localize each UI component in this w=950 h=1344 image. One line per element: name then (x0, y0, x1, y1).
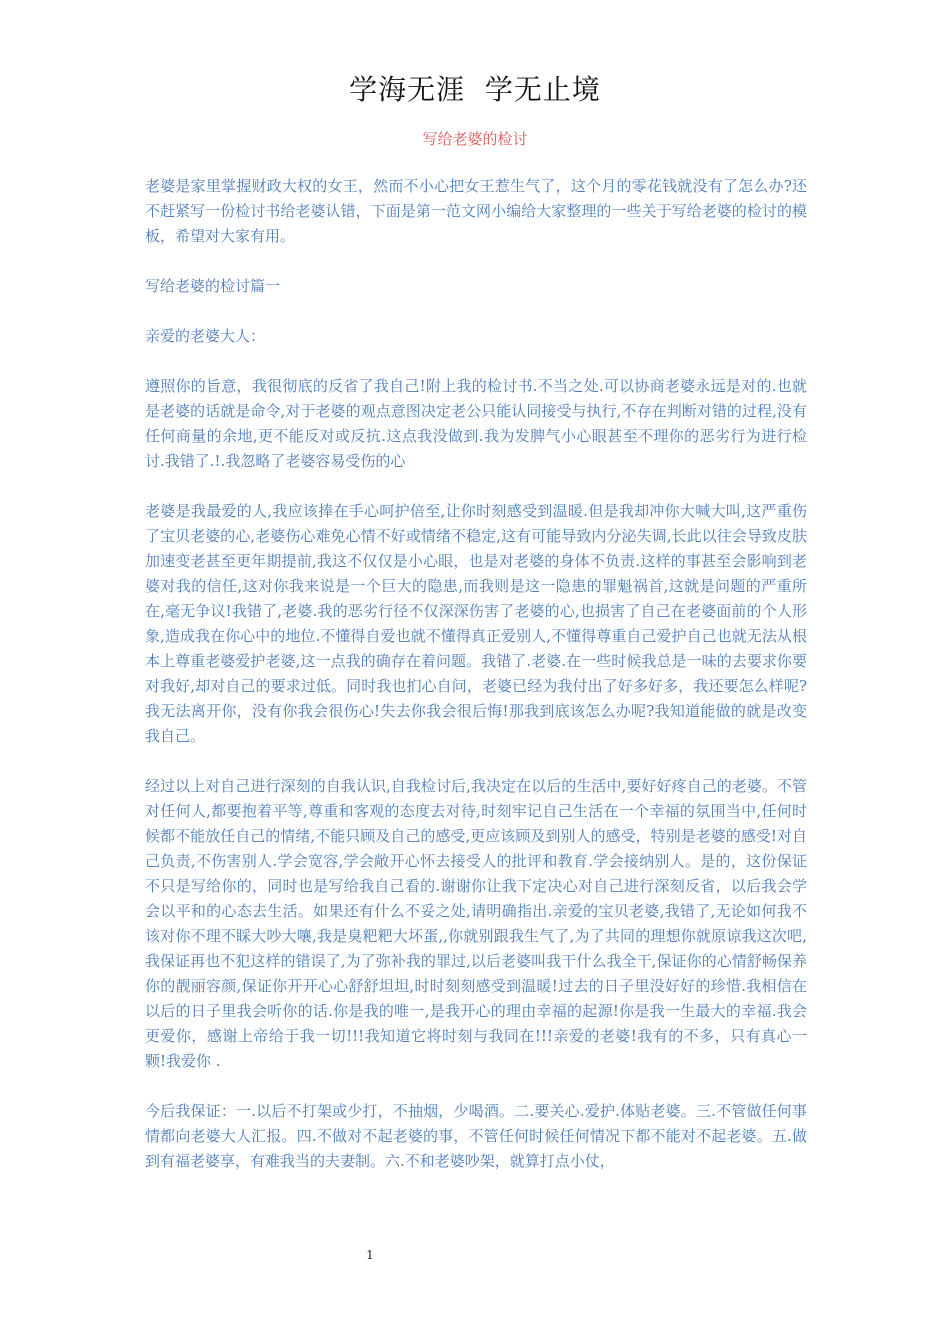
paragraph-promises: 今后我保证：一.以后不打架或少打，不抽烟，少喝酒。二.要关心.爱护.体贴老婆。三.不管做任何事情都向老婆大人汇报。四.不做对不起老婆的事，不管任何时候任何情况下都不能对不起老婆。五.做到有福老婆享，有难我当的夫妻制。六.不和老婆吵架，就算打点小仗， (145, 1102, 807, 1170)
paragraph-body: 经过以上对自己进行深刻的自我认识,自我检讨后,我决定在以后的生活中,要好好疼自己的老婆。不管对任何人,都要抱着平等,尊重和客观的态度去对待,时刻牢记自己生活在一个幸福的氛围当中,任何时候都不能放任自己的情绪,不能只顾及自己的感受,更应该顾及到别人的感受，特别是老婆的感受!对自己负责,不伤害别人.学会宽容,学会敞开心怀去接受人的批评和教育.学会接纳别人。是的，这份保证不只是写给你的，同时也是写给我自己看的.谢谢你让我下定决心对自己进行深刻反省，以后我会学会以平和的心态去生活。如果还有什么不妥之处,请明确指出.亲爱的宝贝老婆,我错了,无论如何我不该对你不理不睬大吵大嚷,我是臭粑粑大坏蛋,,你就别跟我生气了,为了共同的理想你就原谅我这次吧,我保证再也不犯这样的错误了,为了弥补我的罪过,以后老婆叫我干什么我全干,保证你的心情舒畅保养你的靓丽容颜,保证你开开心心舒舒坦坦,时时刻刻感受到温暖!过去的日子里没好好的珍惜.我相信在以后的日子里我会听你的话.你是我的唯一,是我开心的理由幸福的起源!你是我一生最大的幸福.我会更爱你，感谢上帝给于我一切!!!我知道它将时刻与我同在!!!亲爱的老婆!我有的不多，只有真心一颗!我爱你 . (145, 777, 807, 1070)
page-header-title: 学海无涯 学无止境 (349, 73, 601, 106)
section-heading: 写给老婆的检讨篇一 (145, 277, 281, 295)
paragraph-body: 老婆是我最爱的人,我应该捧在手心呵护倍至,让你时刻感受到温暖.但是我却冲你大喊大叫,这严重伤了宝贝老婆的心,老婆伤心难免心情不好或情绪不稳定,这有可能导致内分泌失调,长此以往会导致皮肤加速变老甚至更年期提前,我这不仅仅是小心眼，也是对老婆的身体不负责.这样的事甚至会影响到老婆对我的信任,这对你我来说是一个巨大的隐患,而我则是这一隐患的罪魁祸首,这就是问题的严重所在,毫无争议!我错了,老婆.我的恶劣行径不仅深深伤害了老婆的心,也损害了自己在老婆面前的个人形象,造成我在你心中的地位.不懂得自爱也就不懂得真正爱别人,不懂得尊重自己爱护自己也就无法从根本上尊重老婆爱护老婆,这一点我的确存在着问题。我错了.老婆.在一些时候我总是一味的去要求你要对我好,却对自己的要求过低。同时我也扪心自问，老婆已经为我付出了好多好多，我还要怎么样呢?我无法离开你，没有你我会很伤心!失去你我会很后悔!那我到底该怎么办呢?我知道能做的就是改变我自己。 (145, 502, 807, 745)
salutation: 亲爱的老婆大人： (145, 327, 266, 345)
document-title: 写给老婆的检讨 (422, 130, 528, 148)
page-number: 1 (366, 1248, 374, 1262)
paragraph-intro: 老婆是家里掌握财政大权的女王，然而不小心把女王惹生气了，这个月的零花钱就没有了怎么办?还不赶紧写一份检讨书给老婆认错，下面是第一范文网小编给大家整理的一些关于写给老婆的检讨的模板，希望对大家有用。 (145, 177, 807, 245)
document-body (145, 174, 807, 1199)
paragraph-body: 遵照你的旨意，我很彻底的反省了我自己!附上我的检讨书.不当之处.可以协商老婆永远是对的.也就是老婆的话就是命令,对于老婆的观点意图决定老公只能认同接受与执行,不存在判断对错的过程,没有任何商量的余地,更不能反对或反抗.这点我没做到.我为发脾气小心眼甚至不理你的恶劣行为进行检讨.我错了.!.我忽略了老婆容易受伤的心 (145, 377, 807, 470)
